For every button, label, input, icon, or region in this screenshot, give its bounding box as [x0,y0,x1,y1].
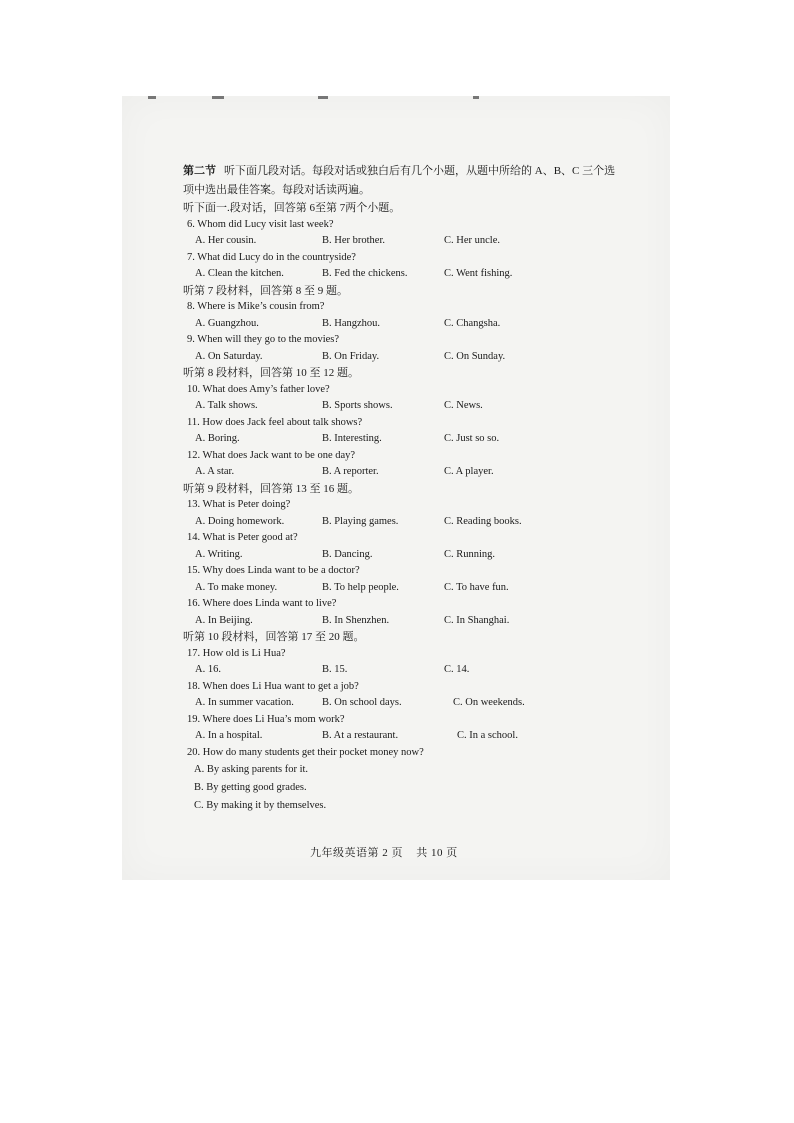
option-b: B. Fed the chickens. [322,268,408,279]
option-a: A. Guangzhou. [195,317,259,329]
option-b: B. On Friday. [322,350,380,362]
question-15: 15. Why does Linda want to be a doctor? [187,565,360,576]
option-b: B. On school days. [322,697,402,708]
page-footer [310,844,468,860]
options-11 [183,431,623,448]
option-c: C. To have fun. [444,581,509,593]
option-b: B. Sports shows. [322,400,393,411]
option-c: C. Changsha. [444,317,501,329]
option-b: B. By getting good grades. [194,782,307,793]
options-15 [183,580,623,597]
question-11: 11. How does Jack feel about talk shows? [187,416,363,428]
options-13 [183,514,623,531]
options-17 [183,662,623,679]
option-b: B. At a restaurant. [322,730,399,741]
option-c: C. News. [444,400,483,411]
option-c: C. By making it by themselves. [194,800,327,811]
option-a: A. In summer vacation. [195,697,294,708]
option-c: C. Just so so. [444,433,500,444]
question-12: 12. What does Jack want to be one day? [187,449,356,461]
option-b: B. To help people. [322,581,399,593]
option-b: B. Interesting. [322,433,382,444]
question-9: 9. When will they go to the movies? [187,334,340,345]
option-c: C. Running. [444,548,496,560]
options-8 [183,316,623,333]
options-7 [183,266,623,283]
options-6 [183,233,623,250]
question-17: 17. How old is Li Hua? [187,647,286,659]
option-c: C. Her uncle. [444,235,500,246]
section-heading: 第二节 [183,165,216,177]
top-edge-marks [148,96,508,102]
question-20: 20. How do many students get their pocket money now? [187,746,424,758]
section-intro [183,162,623,181]
option-a: A. In a hospital. [195,730,263,741]
option-a: A. Writing. [195,548,243,560]
option-c: C. Reading books. [444,515,522,527]
block-instruction: 听下面一.段对话，回答第 6至第 7两个小题。 [183,202,401,214]
options-12 [183,464,623,481]
option-a: A. A star. [195,466,235,477]
question-18: 18. When does Li Hua want to get a job? [187,680,359,692]
option-b: B. Her brother. [322,235,385,246]
option-a: A. Doing homework. [195,515,285,527]
option-a: A. Talk shows. [195,400,258,411]
question-7: 7. What did Lucy do in the countryside? [187,251,356,263]
section-instruction-line2: 项中选出最佳答案。每段对话读两遍。 [183,184,370,196]
question-19: 19. Where does Li Hua’s mom work? [187,713,345,725]
options-18 [183,695,623,712]
options-16 [183,613,623,630]
question-8: 8. Where is Mike’s cousin from? [187,301,325,312]
question-14: 14. What is Peter good at? [187,532,298,543]
options-14 [183,547,623,564]
question-10: 10. What does Amy’s father love? [187,383,330,395]
block-instruction: 听第 9 段材料，回答第 13 至 16 题。 [183,482,359,495]
total-pages: 共 10 页 [416,847,458,859]
option-c: C. In Shanghai. [444,614,510,626]
options-19 [183,728,623,745]
options-9 [183,349,623,366]
options-20 [194,761,623,815]
block-instruction: 听第 10 段材料，回答第 17 至 20 题。 [183,631,365,643]
option-b: B. Hangzhou. [322,317,381,329]
option-b: B. A reporter. [322,466,379,477]
option-c: C. Went fishing. [444,268,513,279]
block-instruction: 听第 7 段材料，回答第 8 至 9 题。 [183,284,348,297]
section-instruction-line1: 听下面几段对话。每段对话或独白后有几个小题，从题中所给的 A、B、C 三个选 [224,165,616,177]
block-instruction: 听第 8 段材料，回答第 10 至 12 题。 [183,367,359,379]
option-a: A. Her cousin. [195,235,257,246]
option-a: A. In Beijing. [195,614,253,626]
option-a: A. To make money. [195,581,278,593]
question-6: 6. Whom did Lucy visit last week? [187,218,334,230]
option-a: A. Clean the kitchen. [195,268,284,279]
option-c: C. On Sunday. [444,350,506,362]
option-c: C. In a school. [457,730,518,741]
option-b: B. 15. [322,664,348,675]
option-a: A. Boring. [195,433,240,444]
option-a: A. 16. [195,664,221,675]
option-b: B. In Shenzhen. [322,614,390,626]
page-number: 九年级英语第 2 页 [310,847,403,859]
option-b: B. Playing games. [322,515,399,527]
options-10 [183,398,623,415]
listening-section [183,162,623,815]
option-b: B. Dancing. [322,548,373,560]
question-13: 13. What is Peter doing? [187,499,291,510]
option-c: C. 14. [444,664,470,675]
option-c: C. A player. [444,466,494,477]
question-16: 16. Where does Linda want to live? [187,598,337,609]
option-c: C. On weekends. [453,697,525,708]
option-a: A. By asking parents for it. [194,764,309,775]
option-a: A. On Saturday. [195,350,263,362]
